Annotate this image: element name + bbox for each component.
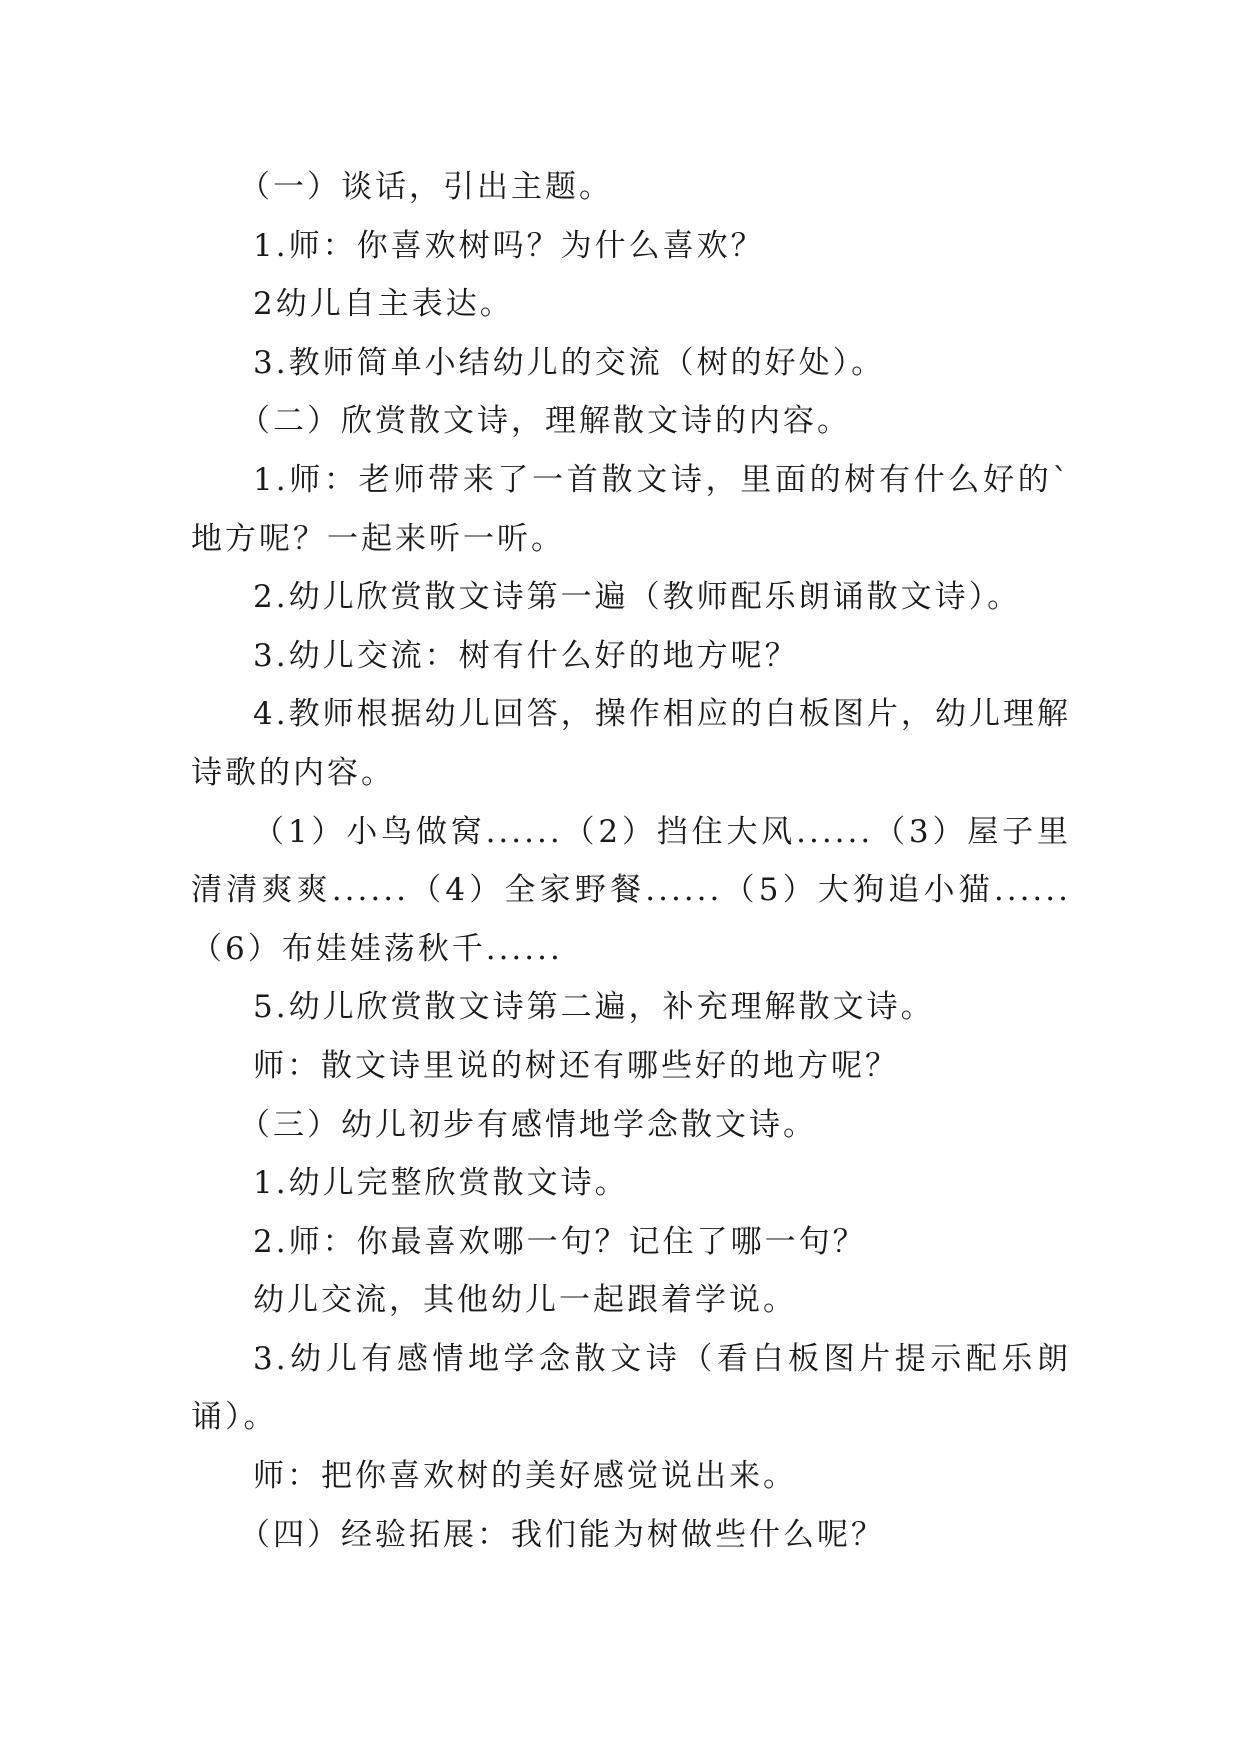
paragraph: 1.师：老师带来了一首散文诗，里面的树有什么好的`地方呢？一起来听一听。 (191, 461, 1071, 557)
paragraph: 3.幼儿交流：树有什么好的地方呢？ (253, 637, 799, 674)
section-heading-4: （四）经验拓展：我们能为树做些什么呢？ (239, 1516, 885, 1553)
paragraph: 1.幼儿完整欣赏散文诗。 (253, 1165, 629, 1202)
paragraph: 2.师：你最喜欢哪一句？记住了哪一句？ (253, 1223, 867, 1260)
paragraph: 4.教师根据幼儿回答，操作相应的白板图片，幼儿理解诗歌的内容。 (191, 696, 1071, 791)
paragraph: 2幼儿自主表达。 (253, 286, 514, 323)
paragraph: 3.幼儿有感情地学念散文诗（看白板图片提示配乐朗诵）。 (191, 1340, 1071, 1436)
document-body (191, 158, 1071, 1564)
paragraph: 2.幼儿欣赏散文诗第一遍（教师配乐朗诵散文诗）。 (253, 579, 1022, 616)
section-heading-1: （一）谈话，引出主题。 (239, 169, 613, 205)
paragraph: 5.幼儿欣赏散文诗第二遍，补充理解散文诗。 (253, 989, 935, 1026)
paragraph: 1.师：你喜欢树吗？为什么喜欢？ (253, 227, 765, 264)
paragraph: 师：散文诗里说的树还有哪些好的地方呢？ (253, 1047, 899, 1084)
paragraph: 3.教师简单小结幼儿的交流（树的好处）。 (253, 344, 886, 381)
paragraph: 师：把你喜欢树的美好感觉说出来。 (253, 1458, 797, 1495)
section-heading-3: （三）幼儿初步有感情地学念散文诗。 (239, 1106, 817, 1143)
poem-items-paragraph: （1）小鸟做窝......（2）挡住大风......（3）屋子里清清爽爽......（4）全家野餐......（5）大狗追小猫......（6）布娃娃荡秋千...... (191, 813, 1071, 967)
paragraph: 幼儿交流，其他幼儿一起跟着学说。 (253, 1282, 797, 1319)
section-heading-2: （二）欣赏散文诗，理解散文诗的内容。 (239, 403, 851, 440)
